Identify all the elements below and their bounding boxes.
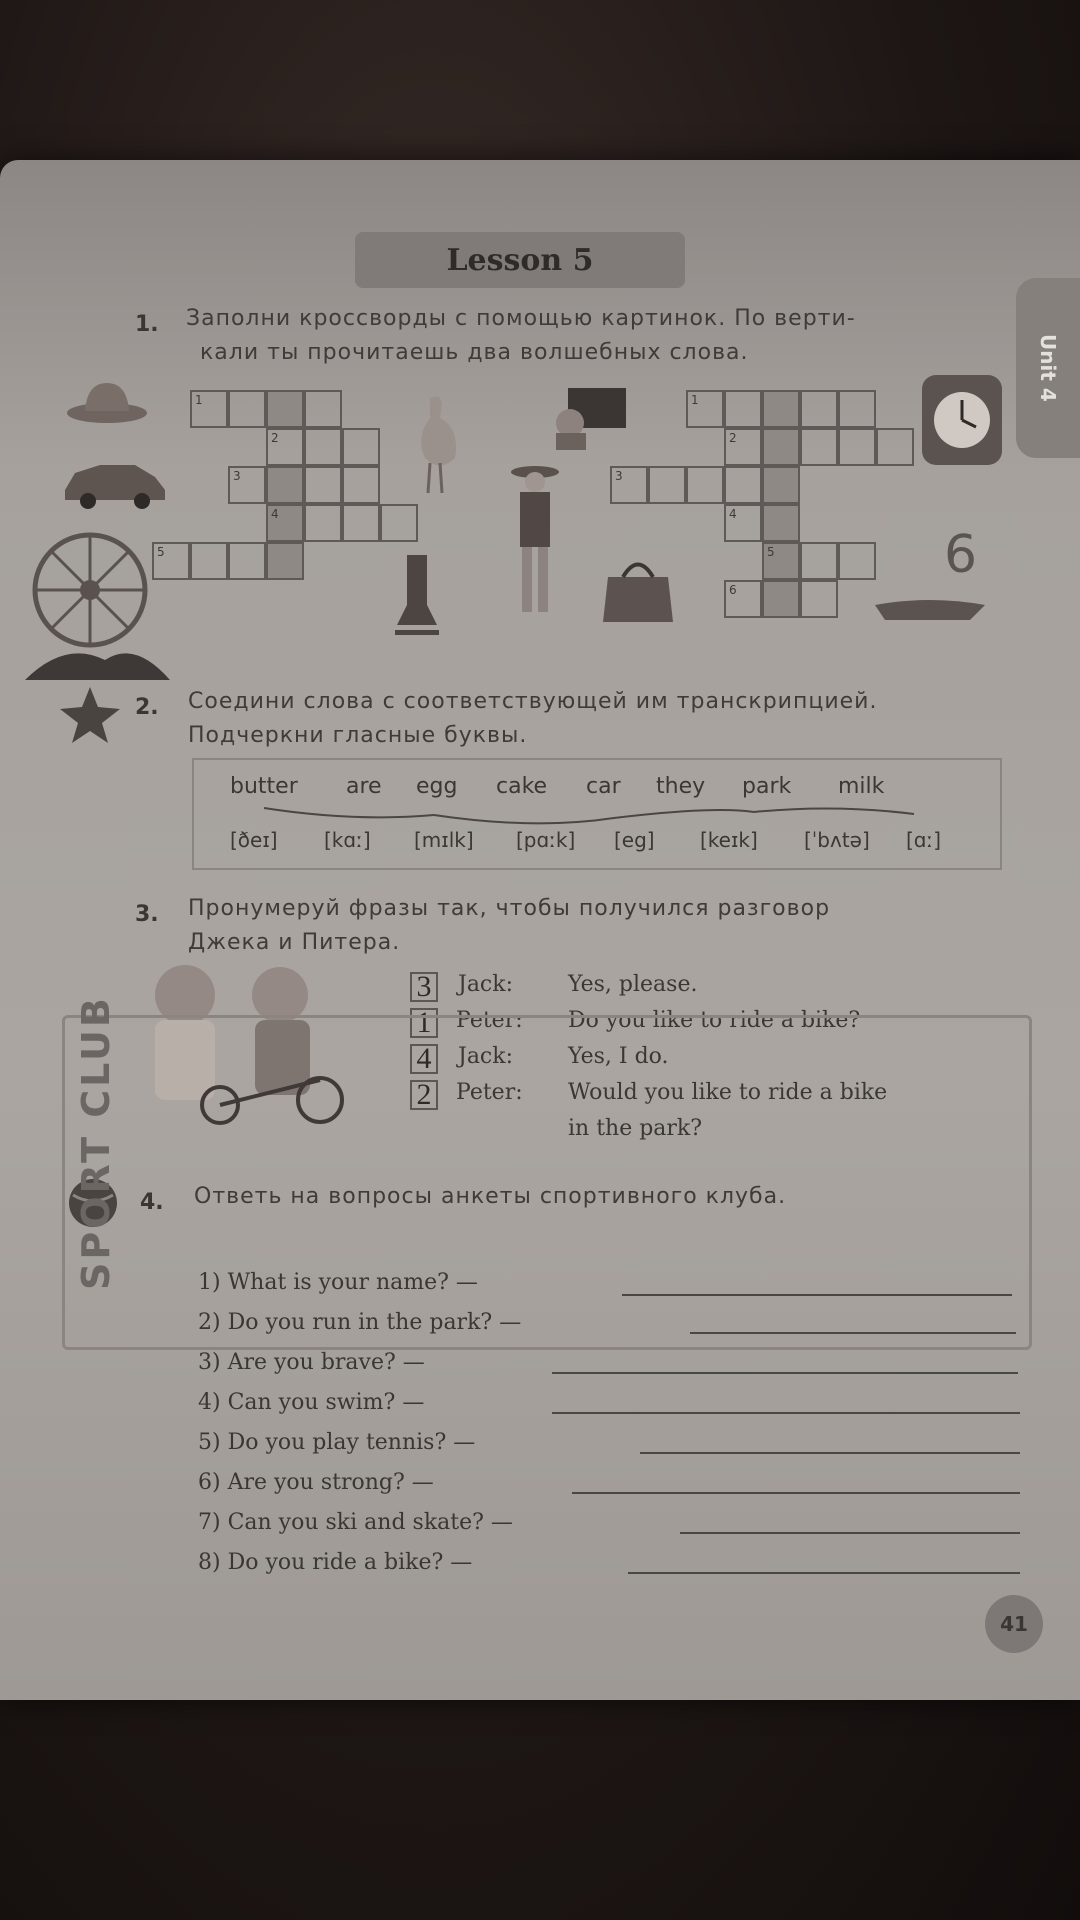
task-3-line-1: Пронумеруй фразы так, чтобы получился разговор: [188, 896, 831, 921]
crossword-cell: [876, 428, 914, 466]
answer-line[interactable]: [680, 1532, 1020, 1534]
dialogue-order-number: 1: [410, 1008, 438, 1038]
question-text: 6) Are you strong? —: [198, 1470, 434, 1495]
crossword-cell: [228, 466, 266, 504]
car-icon: [60, 455, 170, 510]
crossword-cell: [266, 542, 304, 580]
questionnaire-box: [62, 1015, 1032, 1350]
crossword-cell: [800, 428, 838, 466]
crossword-cell: [724, 580, 762, 618]
clue-number: 3: [233, 469, 241, 483]
dialogue-speaker: Peter:: [456, 1008, 523, 1033]
question-text: 5) Do you play tennis? —: [198, 1430, 476, 1455]
ferris-wheel-icon: [25, 520, 170, 685]
dialogue-order-number: 4: [410, 1044, 438, 1074]
number-six-picture: 6: [944, 525, 978, 585]
dialogue-line: Would you like to ride a bike: [568, 1080, 888, 1105]
crossword-cell: [838, 390, 876, 428]
task-2-text: [188, 685, 877, 753]
page-number: 41: [985, 1595, 1043, 1653]
clue-number: 2: [271, 431, 279, 445]
crossword-cell: [800, 580, 838, 618]
dialogue-line: Yes, please.: [568, 972, 698, 997]
word-item: they: [656, 774, 706, 799]
clue-number: 1: [195, 393, 203, 407]
task-4-number: 4.: [140, 1190, 164, 1215]
crossword-cell: [342, 466, 380, 504]
dialogue-order-number: 2: [410, 1080, 438, 1110]
crossword-cell: [342, 428, 380, 466]
crossword-cell: [762, 580, 800, 618]
clue-number: 3: [615, 469, 623, 483]
answer-line[interactable]: [690, 1332, 1016, 1334]
crossword-cell: [762, 542, 800, 580]
question-text: 7) Can you ski and skate? —: [198, 1510, 513, 1535]
task-2-line-1: Соедини слова с соответствующей им транскрипцией.: [188, 689, 878, 714]
dialogue-line: Do you like to ride a bike?: [568, 1008, 861, 1033]
question-text: 8) Do you ride a bike? —: [198, 1550, 473, 1575]
crossword-cell: [686, 390, 724, 428]
task-3-line-2: Джека и Питера.: [188, 930, 401, 955]
task-1-line-1: Заполни кроссворды с помощью картинок. По верти-: [186, 306, 856, 331]
clue-number: 4: [729, 507, 737, 521]
transcription-item: [ɑː]: [906, 828, 942, 852]
word-item: are: [346, 774, 382, 799]
teacher-board-icon: [548, 388, 628, 450]
dialogue-order-number: 3: [410, 972, 438, 1002]
crossword-cell: [724, 390, 762, 428]
word-item: butter: [230, 774, 298, 799]
clock-icon: [912, 365, 1012, 475]
crossword-cell: [648, 466, 686, 504]
clue-number: 5: [767, 545, 775, 559]
transcription-item: [ˈbʌtə]: [804, 828, 870, 852]
bag-icon: [598, 552, 678, 627]
connector-lines: [194, 760, 1000, 868]
word-item: park: [742, 774, 792, 799]
unit-tab: Unit 4: [1016, 278, 1080, 458]
clue-number: 4: [271, 507, 279, 521]
task-4-text: Ответь на вопросы анкеты спортивного клуба.: [194, 1184, 787, 1209]
answer-line[interactable]: [622, 1294, 1012, 1296]
question-text: 1) What is your name? —: [198, 1270, 478, 1295]
crossword-cell: [762, 390, 800, 428]
transcription-item: [kɑː]: [324, 828, 371, 852]
crossword-cell: [610, 466, 648, 504]
crossword-cell: [190, 542, 228, 580]
crossword-cell: [380, 504, 418, 542]
crossword-cell: [304, 466, 342, 504]
transcription-item: [ðeɪ]: [230, 828, 278, 852]
dialogue-line: Yes, I do.: [568, 1044, 669, 1069]
dialogue-line-continuation: in the park?: [568, 1116, 703, 1141]
transcription-item: [eg]: [614, 828, 655, 852]
question-text: 3) Are you brave? —: [198, 1350, 425, 1375]
question-text: 4) Can you swim? —: [198, 1390, 425, 1415]
crossword-cell: [228, 390, 266, 428]
clue-number: 2: [729, 431, 737, 445]
word-item: egg: [416, 774, 458, 799]
clue-number: 5: [157, 545, 165, 559]
task-1-number: 1.: [135, 312, 159, 337]
word-item: cake: [496, 774, 548, 799]
rooster-icon: [400, 388, 470, 498]
word-item: car: [586, 774, 621, 799]
crossword-cell: [266, 504, 304, 542]
crossword-cell: [190, 390, 228, 428]
workbook-page: [0, 160, 1080, 1700]
crossword-cell: [266, 466, 304, 504]
crossword-cell: [304, 428, 342, 466]
crossword-cell: [762, 428, 800, 466]
clue-number: 1: [691, 393, 699, 407]
task-3-text: [188, 892, 830, 960]
crossword-cell: [838, 542, 876, 580]
crossword-cell: [762, 504, 800, 542]
dialogue-speaker: Peter:: [456, 1080, 523, 1105]
star-icon: [58, 685, 123, 745]
word-matching-box: [192, 758, 1002, 870]
crossword-cell: [800, 542, 838, 580]
crossword-cell: [266, 428, 304, 466]
transcription-item: [keɪk]: [700, 828, 758, 852]
crossword-cell: [724, 428, 762, 466]
task-3-number: 3.: [135, 902, 159, 927]
crossword-cell: [762, 466, 800, 504]
crossword-cell: [228, 542, 266, 580]
boat-icon: [870, 590, 990, 625]
task-2-number: 2.: [135, 695, 159, 720]
crossword-cell: [342, 504, 380, 542]
answer-line[interactable]: [552, 1372, 1018, 1374]
skate-icon: [392, 550, 442, 645]
task-1-text: [186, 302, 856, 370]
crossword-cell: [266, 390, 304, 428]
lesson-title: Lesson 5: [355, 232, 685, 288]
crossword-cell: [304, 504, 342, 542]
crossword-cell: [304, 390, 342, 428]
sport-club-label: SPORT CLUB: [74, 995, 118, 1290]
answer-line[interactable]: [628, 1572, 1020, 1574]
answer-line[interactable]: [640, 1452, 1020, 1454]
crossword-cell: [724, 466, 762, 504]
dialogue-speaker: Jack:: [458, 1044, 513, 1069]
dialogue-speaker: Jack:: [458, 972, 513, 997]
task-1-line-2: кали ты прочитаешь два волшебных слова.: [200, 340, 749, 365]
transcription-item: [mɪlk]: [414, 828, 474, 852]
answer-line[interactable]: [552, 1412, 1020, 1414]
word-item: milk: [838, 774, 885, 799]
crossword-cell: [724, 504, 762, 542]
crossword-cell: [800, 390, 838, 428]
crossword-cell: [686, 466, 724, 504]
answer-line[interactable]: [572, 1492, 1020, 1494]
hat-icon: [65, 375, 150, 425]
crossword-cell: [838, 428, 876, 466]
clue-number: 6: [729, 583, 737, 597]
transcription-item: [pɑːk]: [516, 828, 576, 852]
cowboy-icon: [505, 460, 565, 620]
question-text: 2) Do you run in the park? —: [198, 1310, 522, 1335]
task-2-line-2: Подчеркни гласные буквы.: [188, 723, 528, 748]
